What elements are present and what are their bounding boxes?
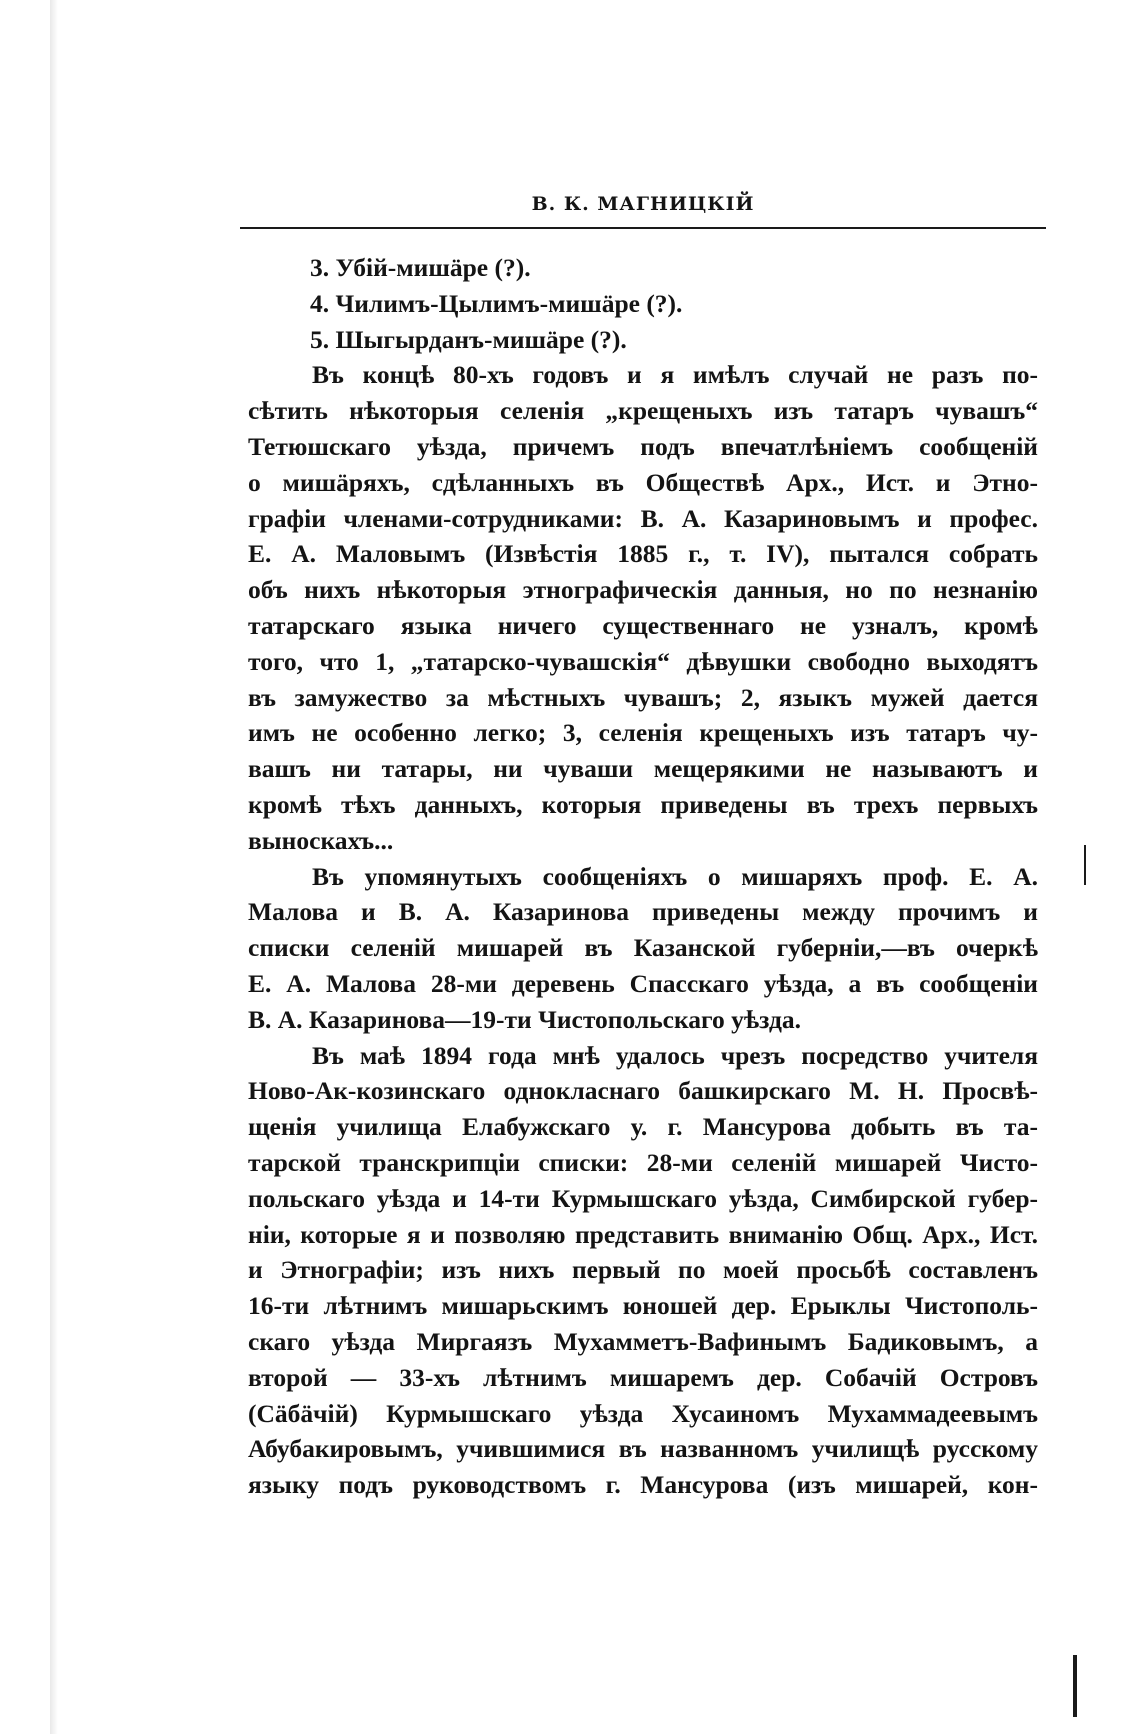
text-line: Е. А. Малова 28-ми деревень Спасскаго уѣзда, а въ сообщеніи <box>248 968 1038 998</box>
text-line: Ново-Ак-козинскаго одноклаcнаго башкирскаго М. Н. Просвѣ- <box>248 1076 1038 1106</box>
margin-scan-mark <box>1084 845 1086 885</box>
text-line: В. А. Казаринова—19-ти Чистопольскаго уѣзда. <box>248 1004 801 1034</box>
paragraph-2 <box>248 859 1038 1038</box>
text-line: сѣтить нѣкоторыя селенія „крещеныхъ изъ татаръ чувашъ“ <box>248 396 1038 426</box>
text-line: выноскахъ... <box>248 825 394 855</box>
text-line: объ нихъ нѣкоторыя этнографическія данныя, но по незнанію <box>248 575 1038 605</box>
text-line: Въ концѣ 80-хъ годовъ и я имѣлъ случай не разъ по- <box>312 360 1038 390</box>
running-head: В. К. МАГНИЦКІЙ <box>531 193 755 215</box>
text-line: Въ маѣ 1894 года мнѣ удалось чрезъ посредство учителя <box>312 1040 1038 1070</box>
text-line: второй — 33-хъ лѣтнимъ мишаремъ дер. Собачій Островъ <box>248 1362 1038 1392</box>
margin-scan-mark <box>1073 1655 1077 1717</box>
text-line: Малова и В. А. Казаринова приведены между прочимъ и <box>248 897 1038 927</box>
text-line: графіи членами-сотрудниками: В. А. Казариновымъ и профес. <box>248 503 1038 533</box>
page-edge-shadow <box>50 0 58 1734</box>
text-line: Въ упомянутыхъ сообщеніяхъ о мишаряхъ проф. Е. А. <box>312 861 1038 891</box>
text-line: вашъ ни татары, ни чуваши мещерякими не называютъ и <box>248 754 1038 784</box>
header-rule <box>240 227 1046 229</box>
list-item: 5. Шыгырданъ-мишäре (?). <box>310 324 627 354</box>
text-line: Абубакировымъ, учившимися въ названномъ училищѣ русскому <box>248 1434 1038 1464</box>
paragraph-1 <box>248 357 1038 858</box>
text-line: о мишäряхъ, сдѣланныхъ въ Обществѣ Арх., Ист. и Этно- <box>248 467 1038 497</box>
text-line: кромѣ тѣхъ данныхъ, которыя приведены въ трехъ первыхъ <box>248 789 1038 819</box>
text-line: тарской транскрипціи списки: 28-ми селеній мишарей Чисто- <box>248 1147 1038 1177</box>
text-line: имъ не особенно легко; 3, селенія крещеныхъ изъ татаръ чу- <box>248 718 1038 748</box>
body-text <box>248 250 1038 1503</box>
text-line: Тетюшскаго уѣзда, причемъ подъ впечатлѣніемъ сообщеній <box>248 431 1038 461</box>
text-line: польскаго уѣзда и 14-ти Курмышскаго уѣзда, Симбирской губер- <box>248 1183 1038 1213</box>
text-line: въ замужество за мѣстныхъ чувашъ; 2, языкъ мужей дается <box>248 682 1038 712</box>
list-item: 4. Чилимъ-Цылимъ-мишäре (?). <box>310 288 683 318</box>
text-line: татарскаго языка ничего существеннаго не узналъ, кромѣ <box>248 610 1038 640</box>
list-item: 3. Убій-мишäре (?). <box>310 253 531 282</box>
text-line: Е. А. Маловымъ (Извѣстія 1885 г., т. IV), пытался собрать <box>248 539 1038 569</box>
text-line: языку подъ руководствомъ г. Мансурова (изъ мишарей, кон- <box>248 1470 1038 1500</box>
text-line: списки селеній мишарей въ Казанской губерніи,—въ очеркѣ <box>248 933 1038 963</box>
text-line: того, что 1, „татарско-чувашскія“ дѣвушки свободно выходятъ <box>248 646 1038 676</box>
text-line: и Этнографіи; изъ нихъ первый по моей просьбѣ составленъ <box>248 1255 1038 1285</box>
text-line: 16-ти лѣтнимъ мишарьскимъ юношей дер. Ерыклы Чистополь- <box>248 1291 1038 1321</box>
text-line: скаго уѣзда Миргаязъ Мухамметъ-Вафинымъ Бадиковымъ, а <box>248 1326 1038 1356</box>
text-line: (Сäбäчій) Курмышскаго уѣзда Хусаиномъ Мухаммадеевымъ <box>248 1398 1038 1428</box>
paragraph-3 <box>248 1038 1038 1503</box>
text-line: ніи, которые я и позволяю представить вниманію Общ. Арх., Ист. <box>248 1219 1038 1249</box>
text-line: щенія училища Елабужскаго у. г. Мансурова добыть въ та- <box>248 1112 1038 1142</box>
